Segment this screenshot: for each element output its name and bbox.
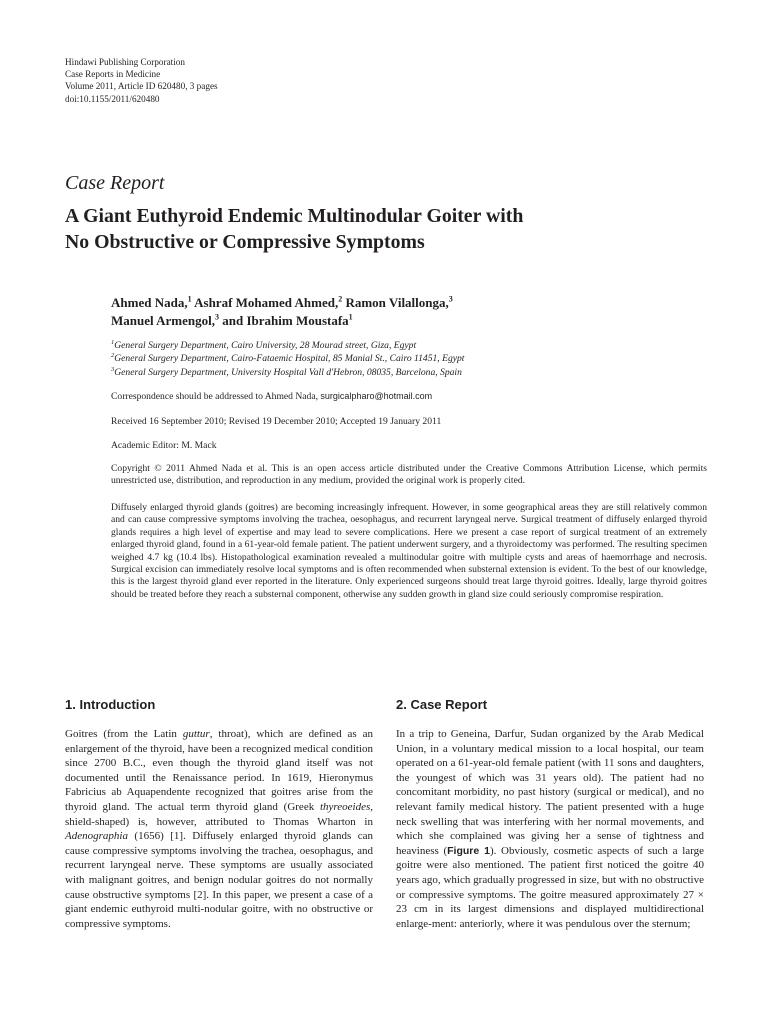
affiliation [111, 339, 464, 352]
affiliation [111, 352, 464, 365]
doi: doi:10.1155/2011/620480 [65, 93, 160, 104]
affiliation-text: General Surgery Department, Cairo University, 28 Mourad street, Giza, Egypt [114, 340, 417, 351]
affiliation-text: General Surgery Department, Cairo-Fataemic Hospital, 85 Manial St., Cairo 11451, Egypt [114, 353, 465, 365]
text-run: Goitres (from the Latin [65, 728, 183, 740]
introduction-heading: 1. Introduction [65, 697, 156, 712]
text-run-italic: guttur [182, 728, 210, 740]
volume-line: Volume 2011, Article ID 620480, 3 pages [65, 81, 218, 92]
text-run: , throat), which are defined as an enlargement of the thyroid, have been a recognized medical condition since 2700 B.C., even though the thyroid gland itself was not documented until the Renaissance period. In 1619, Hieronymus Fabricius ab Aquapendente recognized that goitres arise from the thyroid gland. The actual term thyroid gland (Greek [65, 728, 373, 813]
author-affiliation-mark: 1 [187, 294, 192, 304]
author-name: Ashraf Mohamed Ahmed, [194, 295, 339, 310]
correspondence-email[interactable]: surgicalpharo@hotmail.com [320, 391, 433, 401]
author-affiliation-mark: 3 [215, 312, 219, 322]
affiliation-number: 2 [111, 352, 115, 360]
title-line-1: A Giant Euthyroid Endemic Multinodular Goiter with [65, 205, 524, 227]
article-type: Case Report [65, 172, 165, 194]
text-run-italic: Adenographia [65, 830, 128, 843]
abstract: Diffusely enlarged thyroid glands (goitres) are becoming increasingly infrequent. However, in some geographical areas they are still relatively common and can cause compressive symptoms involving the trachea, oesophagus, and recurrent laryngeal nerve. Surgical treatment of diffusely enlarged thyroid glands requires a high level of expertise and may lead to severe complications. Here we present a case report of surgical treatment of an extremely enlarged thyroid gland, found in a 61-year-old female patient. The patient underwent surgery, and a thyroidectomy was performed. The resulting specimen weighed 4.7 kg (10.4 lbs). Histopathological examination revealed a multinodular goitre with multiple cysts and areas of haemorrhage and necrosis. Surgical excision can immediately resolve local symptoms and is often recommended when substernal extension is evident. To the best of our knowledge, this is the largest thyroid gland ever reported in the literature. Only experienced surgeons should treat large thyroid goitres. Ideally, large thyroid goitres should be treated before they reach a substernal component, otherwise any sudden growth in gland size could seriously compromise respiration. [111, 502, 707, 600]
text-run-italic: thyreoeides [319, 800, 371, 813]
journal-name: Case Reports in Medicine [65, 69, 161, 80]
affiliation-text: General Surgery Department, University Hospital Vall d'Hebron, 08035, Barcelona, Spain [114, 366, 462, 378]
author-affiliation-mark: 3 [448, 294, 453, 304]
text-run: In a trip to Geneina, Darfur, Sudan organized by the Arab Medical Union, in a voluntary medical mission to a local hospital, our team operated on a 61-year-old female patient (with 11 sons and daughters, the youngest of which was 31 years old). The patient had no concomitant morbidity, no past history (surgical or medical), and no relevant family medical history. The patient presented with a huge neck swelling that was interfering with her normal movements, and which she complained was giving her a sense of tightness and heaviness ( [396, 728, 704, 857]
case-report-heading: 2. Case Report [396, 697, 488, 712]
affiliation-number: 1 [111, 338, 115, 346]
title-line-2: No Obstructive or Compressive Symptoms [65, 231, 425, 253]
affiliation [111, 366, 464, 379]
author-affiliation-mark: 2 [338, 294, 343, 304]
author-affiliation-mark: 1 [348, 312, 353, 322]
affiliations [111, 339, 464, 379]
text-run: ). Obviously, cosmetic aspects of such a large goitre were also mentioned. The patient first noticed the goitre 40 years ago, which gradually progressed in size, but with no obstructive or compressive symptoms. The goitre measured approximately 27 × 23 cm in its largest dimensions and displayed multidirectional enlarge-ment: anteriorly, where it was pendulous over the sternum; [396, 844, 704, 930]
journal-header [65, 56, 218, 105]
author-list [111, 294, 671, 330]
author-name: Ahmed Nada, [111, 295, 188, 310]
dates-line: Received 16 September 2010; Revised 19 December 2010; Accepted 19 January 2011 [111, 416, 442, 427]
case-report-body [396, 727, 704, 931]
text-run: (1656) [1]. Diffusely enlarged thyroid glands can cause compressive symptoms involving the trachea, oesophagus, and recurrent laryngeal nerve. These symptoms are usually associated with malignant goitres, and benign nodular goitres do not normally cause obstructive symptoms [2]. In this paper, we present a case of a giant endemic euthyroid multi-nodular goitre, with no obstructive or compressive symptoms. [65, 830, 373, 930]
author-name: Manuel Armengol, [111, 313, 215, 328]
copyright-notice: Copyright © 2011 Ahmed Nada et al. This is an open access article distributed under the Creative Commons Attribution License, which permits unrestricted use, distribution, and reproduction in any medium, provided the original work is properly cited. [111, 463, 707, 487]
text-run: , shield-shaped) is, however, attributed to Thomas Wharton in [65, 800, 373, 828]
academic-editor: Academic Editor: M. Mack [111, 440, 217, 451]
correspondence [111, 391, 432, 402]
author-name: and Ibrahim Moustafa [222, 313, 349, 328]
author-name: Ramon Vilallonga, [345, 295, 449, 310]
affiliation-number: 3 [111, 365, 115, 373]
introduction-body [65, 727, 373, 931]
publisher: Hindawi Publishing Corporation [65, 57, 185, 67]
correspondence-text: Correspondence should be addressed to Ahmed Nada, [111, 391, 321, 402]
article-title [65, 203, 705, 255]
figure-reference-link[interactable]: Figure 1 [447, 844, 490, 857]
